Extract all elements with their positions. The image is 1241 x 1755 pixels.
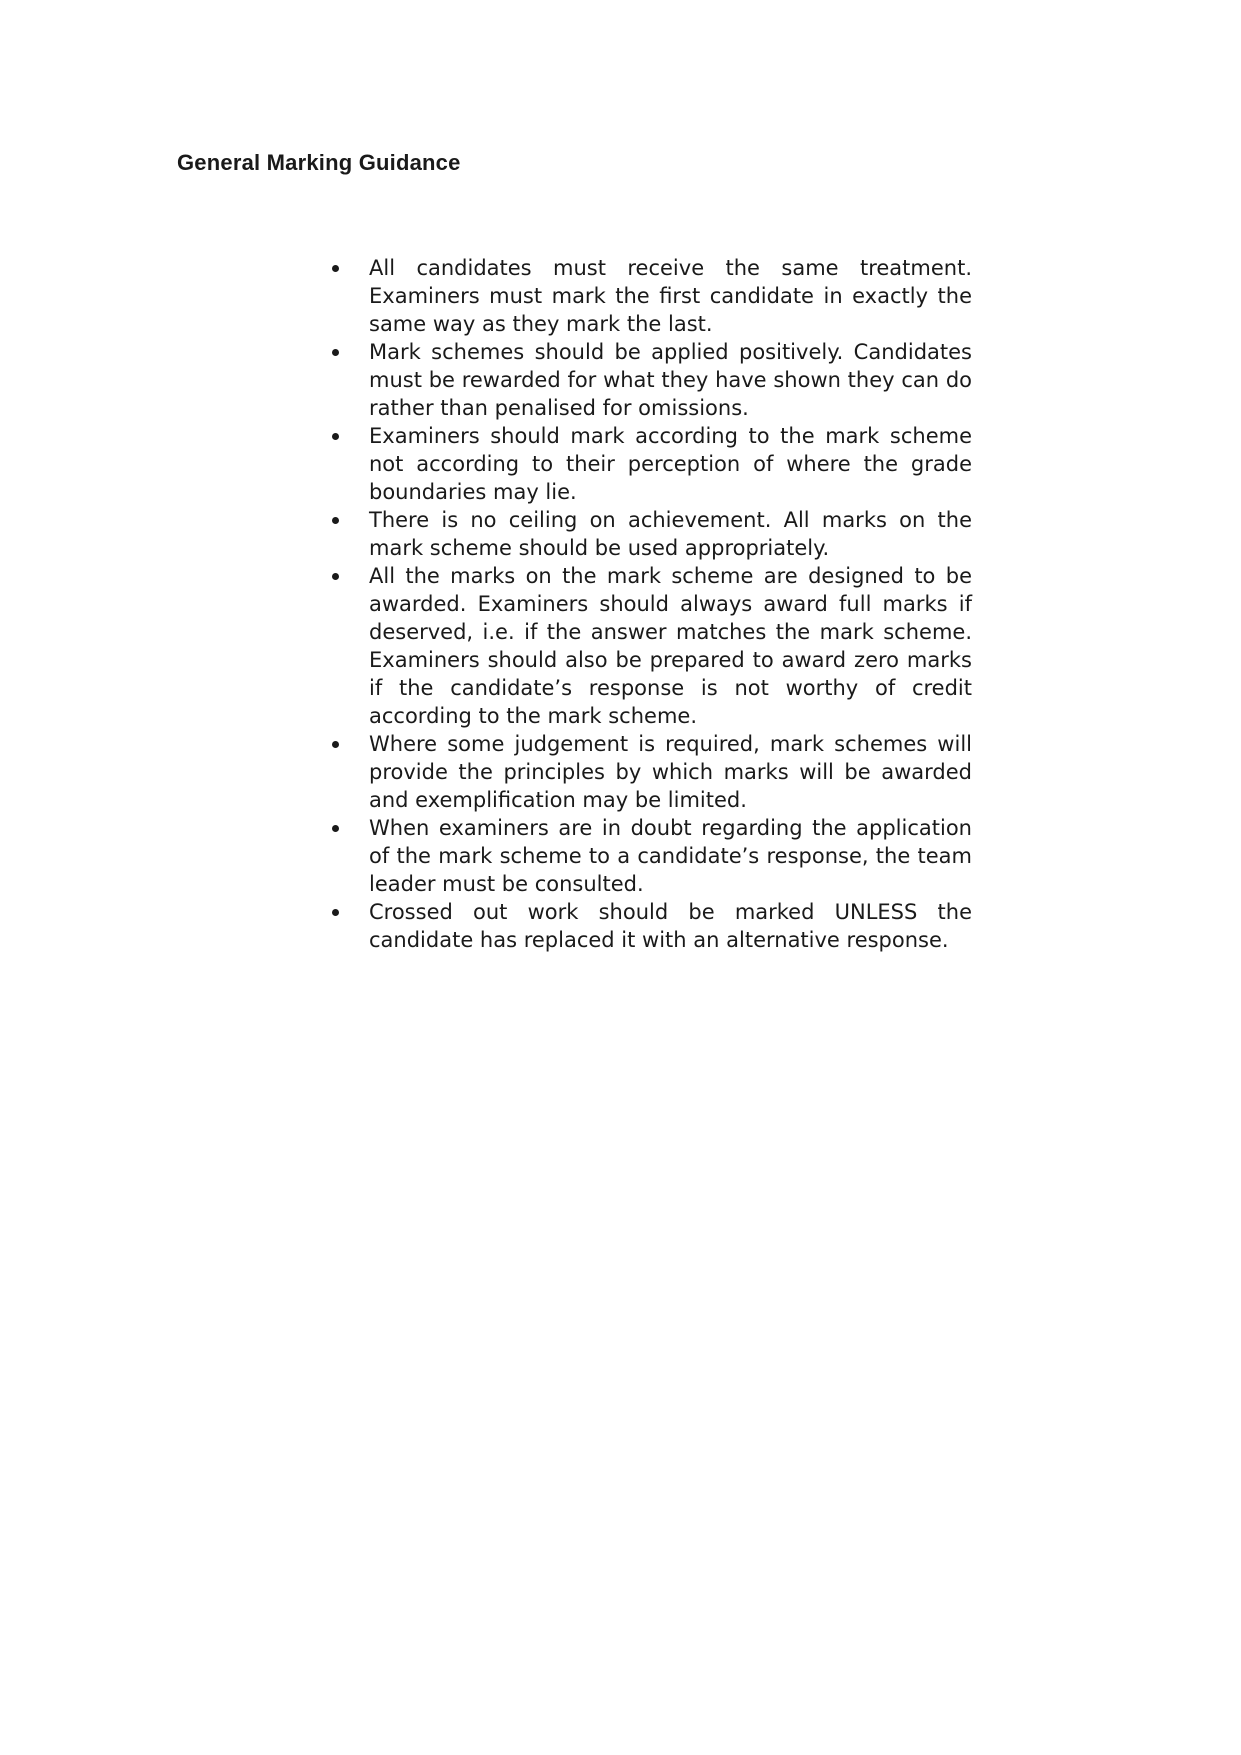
list-item [332, 254, 972, 338]
list-item [332, 338, 972, 422]
list-item-text: Mark schemes should be applied positively. Candidates must be rewarded for what they have shown they can do rather than penalised for omissions. [369, 340, 972, 420]
bullet-icon [332, 825, 339, 832]
list-item [332, 506, 972, 562]
list-item [332, 422, 972, 506]
bullet-icon [332, 573, 339, 580]
list-item [332, 898, 972, 954]
list-item [332, 730, 972, 814]
list-item-text: All the marks on the mark scheme are designed to be awarded. Examiners should always award full marks if deserved, i.e. if the answer matches the mark scheme. Examiners should also be prepared to award zero marks if the candidate’s response is not worthy of credit according to the mark scheme. [369, 564, 972, 728]
bullet-icon [332, 517, 339, 524]
list-item-text: Examiners should mark according to the mark scheme not according to their perception of where the grade boundaries may lie. [369, 424, 972, 504]
list-item-text: All candidates must receive the same treatment. Examiners must mark the first candidate in exactly the same way as they mark the last. [369, 256, 972, 336]
list-item-text: When examiners are in doubt regarding the application of the mark scheme to a candidate’s response, the team leader must be consulted. [369, 816, 972, 896]
bullet-icon [332, 433, 339, 440]
list-item-text: Where some judgement is required, mark schemes will provide the principles by which marks will be awarded and exemplification may be limited. [369, 732, 972, 812]
list-item [332, 814, 972, 898]
list-item-text: Crossed out work should be marked UNLESS the candidate has replaced it with an alternative response. [369, 900, 972, 952]
list-item [332, 562, 972, 730]
bullet-icon [332, 349, 339, 356]
marking-guidance-list [332, 254, 972, 954]
page-title: General Marking Guidance [177, 150, 461, 175]
bullet-icon [332, 909, 339, 916]
bullet-icon [332, 741, 339, 748]
list-item-text: There is no ceiling on achievement. All marks on the mark scheme should be used appropriately. [369, 508, 972, 560]
bullet-icon [332, 265, 339, 272]
